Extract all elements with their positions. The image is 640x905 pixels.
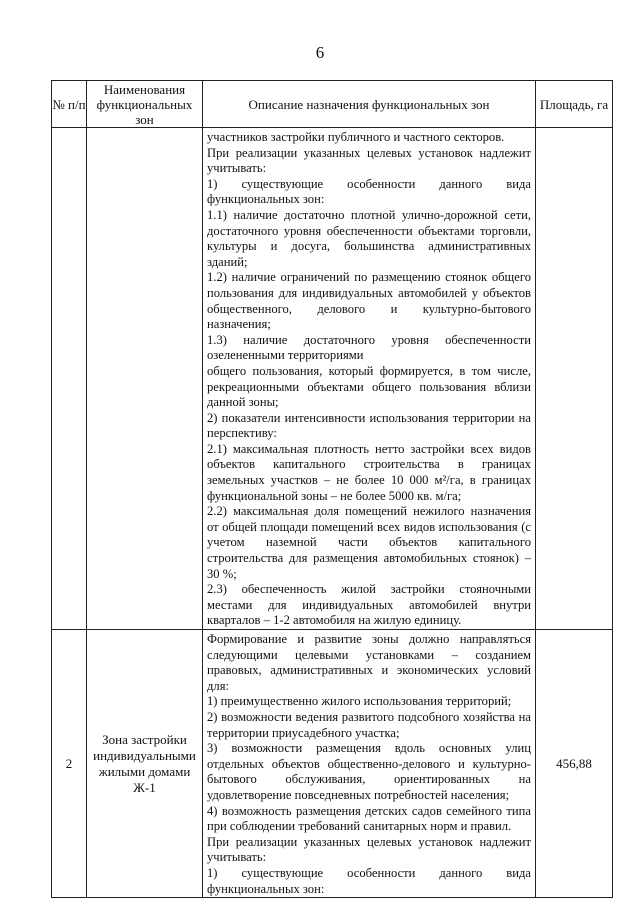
row1-area-cell (536, 128, 613, 630)
desc-line: 2) возможности ведения развитого подсобного хозяйства на территории приусадебного участка; (207, 709, 531, 740)
desc-line: общего пользования, который формируется, в том числе, рекреационными объектами общего пользования вблизи данной зоны; (207, 363, 531, 410)
row1-num-cell (52, 128, 87, 630)
desc-line: 1.3) наличие достаточного уровня обеспеченности озелененными территориями (207, 332, 531, 363)
header-name: Наименования функциональных зон (87, 81, 203, 128)
table-row (52, 630, 613, 898)
desc-line: При реализации указанных целевых установок надлежит учитывать: (207, 834, 531, 865)
table-row (52, 128, 613, 630)
desc-line: 1.2) наличие ограничений по размещению стоянок общего пользования для индивидуальных автомобилей у объектов общественного, делового и культурно-бытового назначения; (207, 270, 531, 332)
desc-line: 1) существующие особенности данного вида функциональных зон: (207, 176, 531, 207)
zones-table (51, 80, 613, 898)
row1-name-cell (87, 128, 203, 630)
desc-line: Формирование и развитие зоны должно направляться следующими целевыми установками – созданием правовых, административных и экономических условий для: (207, 632, 531, 693)
header-num: № п/п (52, 81, 87, 128)
desc-line: 2) показатели интенсивности использования территории на перспективу: (207, 410, 531, 441)
page-number: 6 (315, 43, 325, 62)
desc-line: 1.1) наличие достаточно плотной улично-дорожной сети, достаточного уровня обеспеченности объектами торговли, культуры и досуга, большинства административных зданий; (207, 207, 531, 269)
desc-line: При реализации указанных целевых установок надлежит учитывать: (207, 145, 531, 176)
desc-line: 2.1) максимальная плотность нетто застройки всех видов объектов капитального строительства в границах земельных участков – не более 10 000 м²/га, в границах функциональной зоны – не более 5000 кв. м/га; (207, 441, 531, 503)
row2-num: 2 (52, 630, 87, 898)
desc-line: 4) возможность размещения детских садов семейного типа при соблюдении требований санитарных норм и правил. (207, 803, 531, 834)
row2-area: 456,88 (536, 630, 613, 898)
header-desc: Описание назначения функциональных зон (203, 81, 536, 128)
desc-line: 3) возможности размещения вдоль основных улиц отдельных объектов общественно-делового и культурно-бытового обслуживания, ориентированных на удовлетворение повседневных потребностей населения; (207, 741, 531, 802)
desc-line: 2.2) максимальная доля помещений нежилого назначения от общей площади помещений всех видов использования (с учетом наземной части объектов капитального строительства для размещения автомобильных стоянок) – 30 %; (207, 504, 531, 581)
header-area: Площадь, га (536, 81, 613, 128)
desc-line: 2.3) обеспеченность жилой застройки стояночными местами для индивидуальных автомобилей внутри кварталов – 1-2 автомобиля на жилую единицу. (207, 582, 531, 628)
row2-zone-name: Зона застройки индивидуальными жилыми домами Ж-1 (87, 630, 203, 898)
desc-line: 1) существующие особенности данного вида функциональных зон: (207, 865, 531, 896)
desc-line: участников застройки публичного и частного секторов. (207, 130, 505, 144)
row2-description (203, 630, 536, 898)
table-header-row (52, 81, 613, 128)
row1-description (203, 128, 536, 630)
desc-line: 1) преимущественно жилого использования территорий; (207, 694, 512, 709)
